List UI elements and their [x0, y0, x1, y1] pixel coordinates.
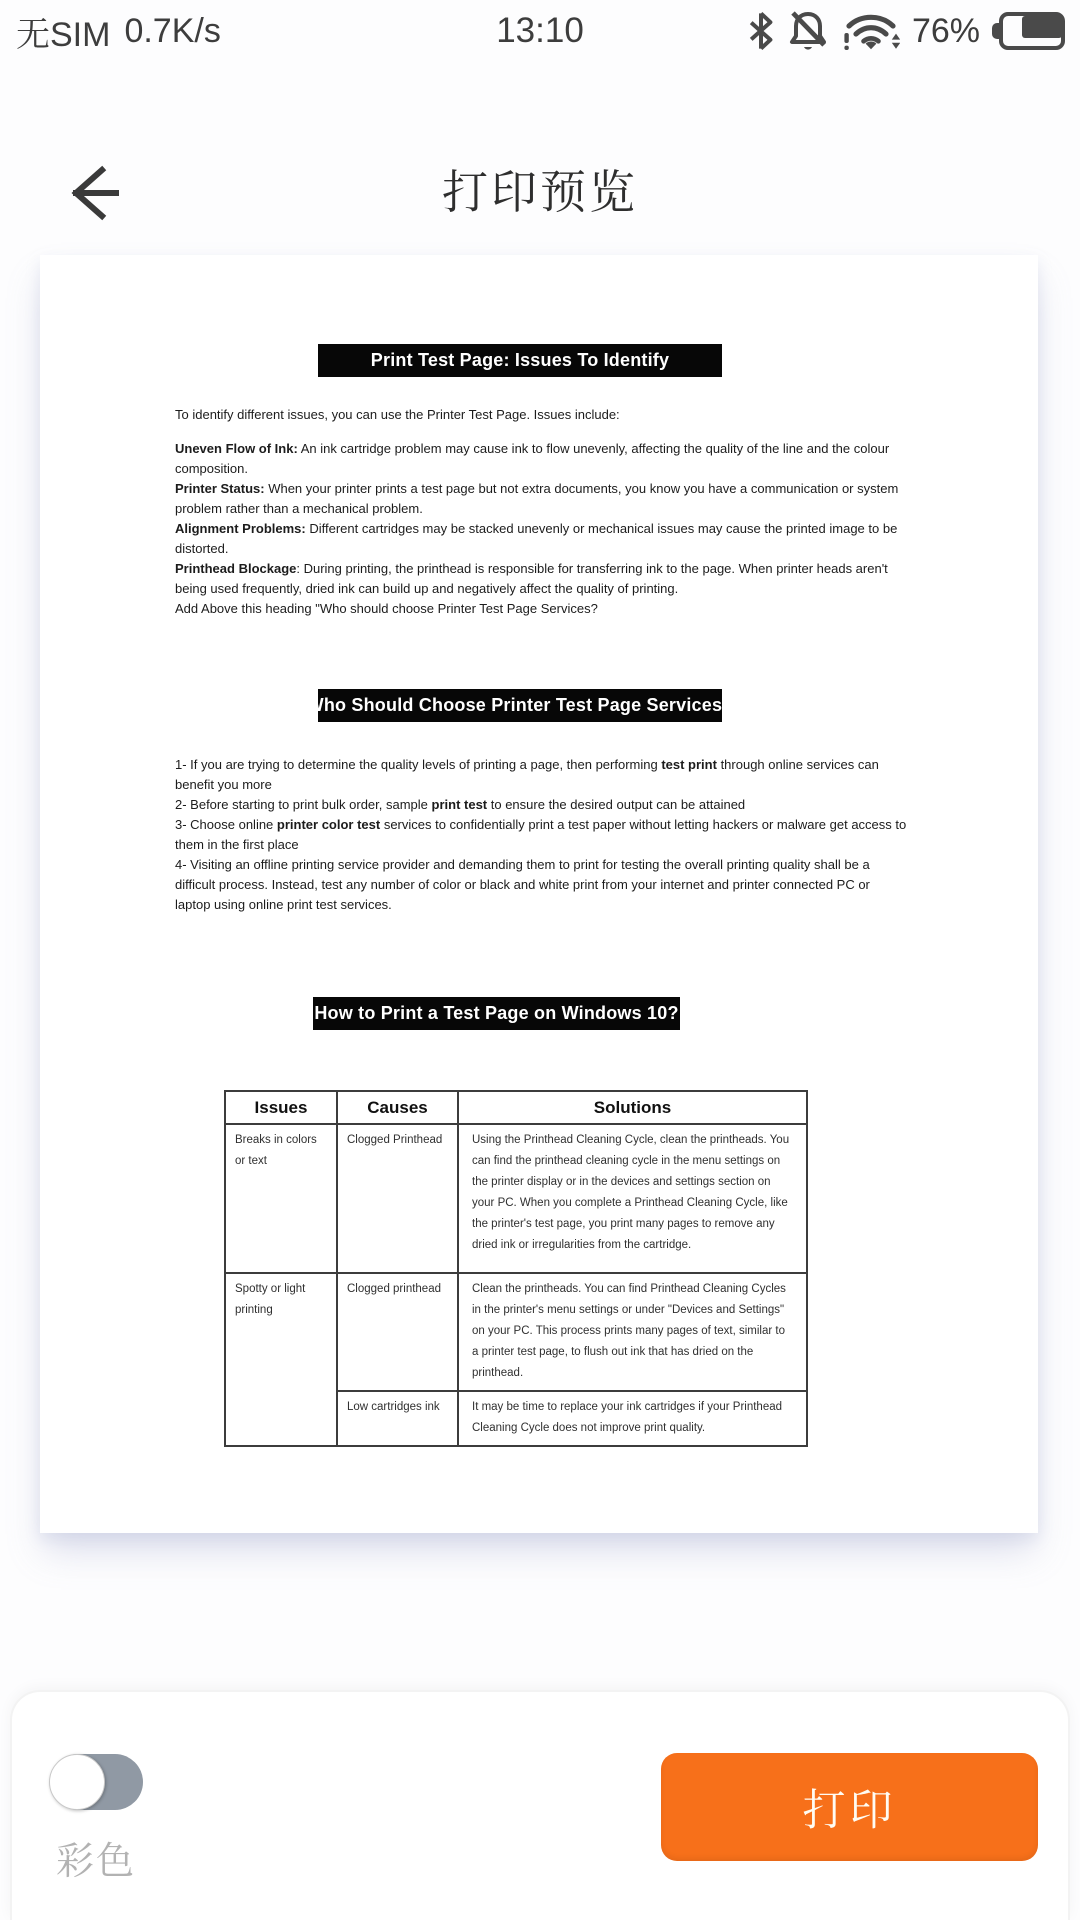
- doc-intro: To identify different issues, you can use the Printer Test Page. Issues include:: [175, 407, 620, 422]
- battery-percent-label: 76%: [911, 11, 980, 50]
- col-header-issues: Issues: [225, 1091, 337, 1124]
- footer-bar: [10, 1690, 1070, 1920]
- doc-paragraph: Alignment Problems: Different cartridges may be stacked unevenly or mechanical issues may cause the printed image to be distorted.: [175, 521, 898, 556]
- cell-solution: It may be time to replace your ink cartridges if your Printhead Cleaning Cycle does not improve print quality.: [458, 1391, 807, 1446]
- doc-heading-3: How to Print a Test Page on Windows 10?: [313, 997, 680, 1030]
- doc-paragraphs: [175, 439, 907, 619]
- cell-cause: Clogged Printhead: [337, 1124, 458, 1273]
- toggle-knob: [49, 1754, 105, 1810]
- doc-heading-1: Print Test Page: Issues To Identify: [318, 344, 722, 377]
- document-page[interactable]: [40, 255, 1038, 1533]
- doc-paragraph: Printhead Blockage: During printing, the printhead is responsible for transferring ink to the page. When printer heads aren't being used frequently, dried ink can build up and negatively affect the quality of printing.: [175, 561, 888, 596]
- cell-cause: Clogged printhead: [337, 1273, 458, 1391]
- col-header-causes: Causes: [337, 1091, 458, 1124]
- color-toggle[interactable]: [50, 1754, 143, 1810]
- doc-list-item: 3- Choose online printer color test services to confidentially print a test paper without letting hackers or malware get access to them in the first place: [175, 817, 907, 852]
- status-right: [748, 0, 1066, 62]
- doc-heading-2: Who Should Choose Printer Test Page Services?: [318, 689, 722, 722]
- page-title: 打印预览: [442, 166, 638, 218]
- sim-status-label: 无SIM: [16, 15, 111, 54]
- doc-paragraph: Uneven Flow of Ink: An ink cartridge problem may cause ink to flow unevenly, affecting the quality of the line and the colour composition.: [175, 441, 890, 476]
- table-row: [225, 1273, 807, 1391]
- doc-list-item: 4- Visiting an offline printing service provider and demanding them to print for testing the overall printing quality shall be a difficult process. Instead, test any number of color or black and white print from your internet and printer connected PC or laptop using online print test services.: [175, 857, 870, 912]
- table-row: [225, 1124, 807, 1273]
- doc-paragraph: Add Above this heading "Who should choose Printer Test Page Services?: [175, 601, 598, 616]
- print-button[interactable]: 打印: [661, 1753, 1038, 1861]
- cell-solution: Using the Printhead Cleaning Cycle, clean the printheads. You can find the printhead cleaning cycle in the menu settings on the printer display or in the devices and settings section on your PC. When you complete a Printhead Cleaning Cycle, like the printer's test page, you print many pages to remove any dried ink or irregularities from the cartridge.: [458, 1124, 807, 1273]
- table-header-row: [225, 1091, 807, 1124]
- color-toggle-label: 彩色: [56, 1841, 137, 1883]
- wifi-icon: [842, 10, 900, 52]
- cell-issue: Spotty or light printing: [225, 1273, 337, 1446]
- network-speed-label: 0.7K/s: [124, 11, 221, 50]
- cell-solution: Clean the printheads. You can find Printhead Cleaning Cycles in the printer's menu settings or under "Devices and Settings" on your PC. This process prints many pages of text, similar to a printer test page, to flush out ink that has dried on the printhead.: [458, 1273, 807, 1391]
- cell-issue: Breaks in colors or text: [225, 1124, 337, 1273]
- cell-cause: Low cartridges ink: [337, 1391, 458, 1446]
- mute-bell-icon: [786, 10, 830, 52]
- app-bar: [0, 62, 1080, 218]
- col-header-solutions: Solutions: [458, 1091, 807, 1124]
- status-bar: [0, 0, 1080, 62]
- doc-list-item: 1- If you are trying to determine the quality levels of printing a page, then performing test print through online services can benefit you more: [175, 757, 879, 792]
- battery-icon: [992, 12, 1066, 50]
- status-clock: 13:10: [496, 11, 584, 50]
- bluetooth-icon: [748, 11, 774, 51]
- doc-numbered-list: [175, 755, 907, 915]
- issues-table: [224, 1090, 808, 1447]
- doc-paragraph: Printer Status: When your printer prints a test page but not extra documents, you know you have a communication or system problem rather than a mechanical problem.: [175, 481, 899, 516]
- battery-fill: [1022, 16, 1062, 38]
- doc-list-item: 2- Before starting to print bulk order, sample print test to ensure the desired output can be attained: [175, 797, 746, 812]
